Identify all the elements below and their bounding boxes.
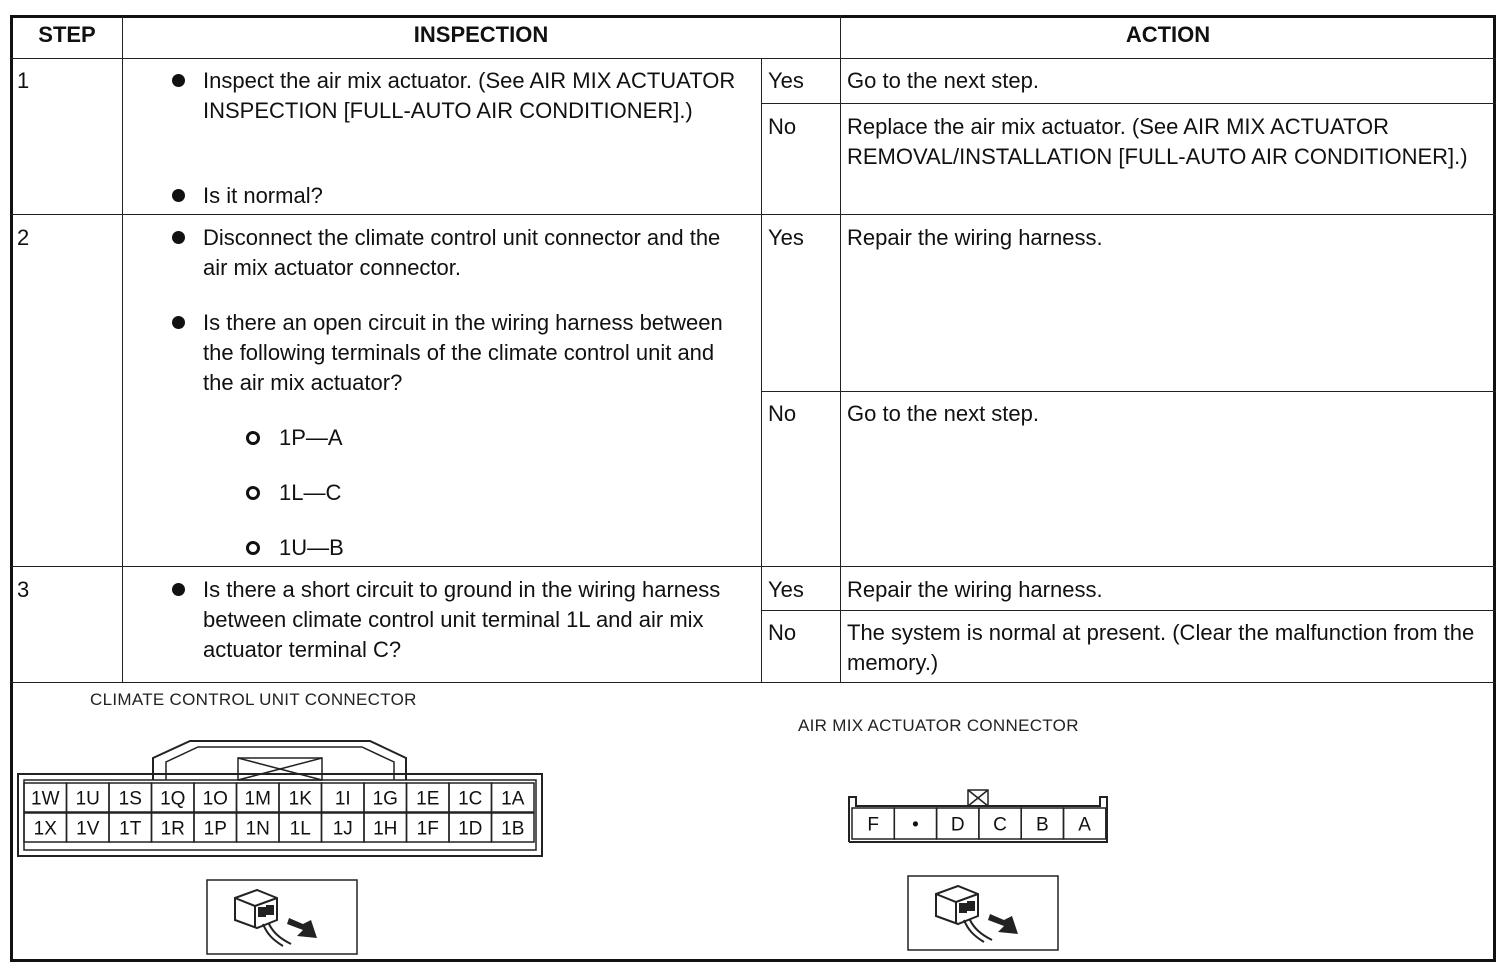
- step-number: 3: [17, 577, 30, 602]
- action-text: Go to the next step.: [847, 68, 1040, 93]
- pin-label: A: [1078, 814, 1091, 836]
- pin-label: 1J: [332, 818, 353, 840]
- inspection-item: Is it normal?: [203, 183, 323, 208]
- inspection-item: Inspect the air mix actuator. (See AIR MIX ACTUATOR INSPECTION [FULL-AUTO AIR CONDITIONER].): [203, 68, 736, 123]
- pin-label: 1V: [76, 818, 100, 840]
- answer-yes: Yes: [768, 68, 804, 93]
- answer-no: No: [768, 401, 797, 426]
- step-number: 2: [17, 225, 30, 250]
- inspection-item: Disconnect the climate control unit connector and the air mix actuator connector.: [203, 225, 721, 280]
- pin-label: 1Q: [160, 788, 186, 810]
- answer-no: No: [768, 114, 797, 139]
- pin-label: 1E: [416, 788, 440, 810]
- pin-label: 1F: [416, 818, 439, 840]
- pin-label: F: [867, 814, 879, 836]
- pin-label: 1O: [202, 788, 228, 810]
- harness-side-connector-icon: [207, 880, 357, 954]
- terminal-pair: 1L—C: [279, 480, 342, 505]
- pin-label: 1R: [160, 818, 185, 840]
- pin-label: 1T: [119, 818, 142, 840]
- pin-label: D: [950, 814, 965, 836]
- pin-label: B: [1036, 814, 1049, 836]
- pin-label: 1H: [373, 818, 398, 840]
- pin-label: 1C: [458, 788, 483, 810]
- pin-label: 1I: [334, 788, 351, 810]
- action-text: Replace the air mix actuator. (See AIR MIX ACTUATOR REMOVAL/INSTALLATION [FULL-AUTO AIR CONDITIONER].): [847, 114, 1468, 169]
- pin-label: 1G: [372, 788, 398, 810]
- answer-yes: Yes: [768, 577, 804, 602]
- answer-no: No: [768, 620, 797, 645]
- pin-label: 1D: [458, 818, 483, 840]
- pin-label: 1M: [244, 788, 271, 810]
- step-number: 1: [17, 68, 30, 93]
- pin-label: 1N: [245, 818, 270, 840]
- header-action: ACTION: [1125, 22, 1211, 47]
- action-text: Repair the wiring harness.: [847, 225, 1103, 250]
- action-text: The system is normal at present. (Clear the malfunction from the memory.): [847, 620, 1475, 675]
- header-step: STEP: [38, 22, 96, 47]
- inspection-item: Is there a short circuit to ground in the wiring harness between climate control unit terminal 1L and air mix actuator terminal C?: [203, 577, 721, 662]
- pin-label: 1U: [75, 788, 100, 810]
- action-text: Repair the wiring harness.: [847, 577, 1103, 602]
- actuator-connector-diagram: [849, 790, 1107, 842]
- pin-label: 1X: [33, 818, 57, 840]
- pin-label: 1P: [203, 818, 227, 840]
- pin-label: 1S: [118, 788, 142, 810]
- pin-label: C: [993, 814, 1007, 836]
- action-text: Go to the next step.: [847, 401, 1040, 426]
- pin-label: 1L: [289, 818, 311, 840]
- climate-connector-title: CLIMATE CONTROL UNIT CONNECTOR: [90, 690, 417, 709]
- terminal-pair: 1U—B: [279, 535, 344, 560]
- actuator-connector-title: AIR MIX ACTUATOR CONNECTOR: [798, 716, 1079, 735]
- pin-label: 1K: [288, 788, 312, 810]
- terminal-pair: 1P—A: [279, 425, 343, 450]
- pin-label: 1A: [501, 788, 525, 810]
- harness-side-connector-icon: [908, 876, 1058, 950]
- pin-label: •: [912, 814, 919, 836]
- pin-label: 1W: [31, 788, 60, 810]
- answer-yes: Yes: [768, 225, 804, 250]
- header-inspection: INSPECTION: [413, 22, 549, 47]
- pin-label: 1B: [501, 818, 525, 840]
- inspection-item: Is there an open circuit in the wiring harness between the following terminals of the climate control unit and the air mix actuator?: [203, 310, 723, 395]
